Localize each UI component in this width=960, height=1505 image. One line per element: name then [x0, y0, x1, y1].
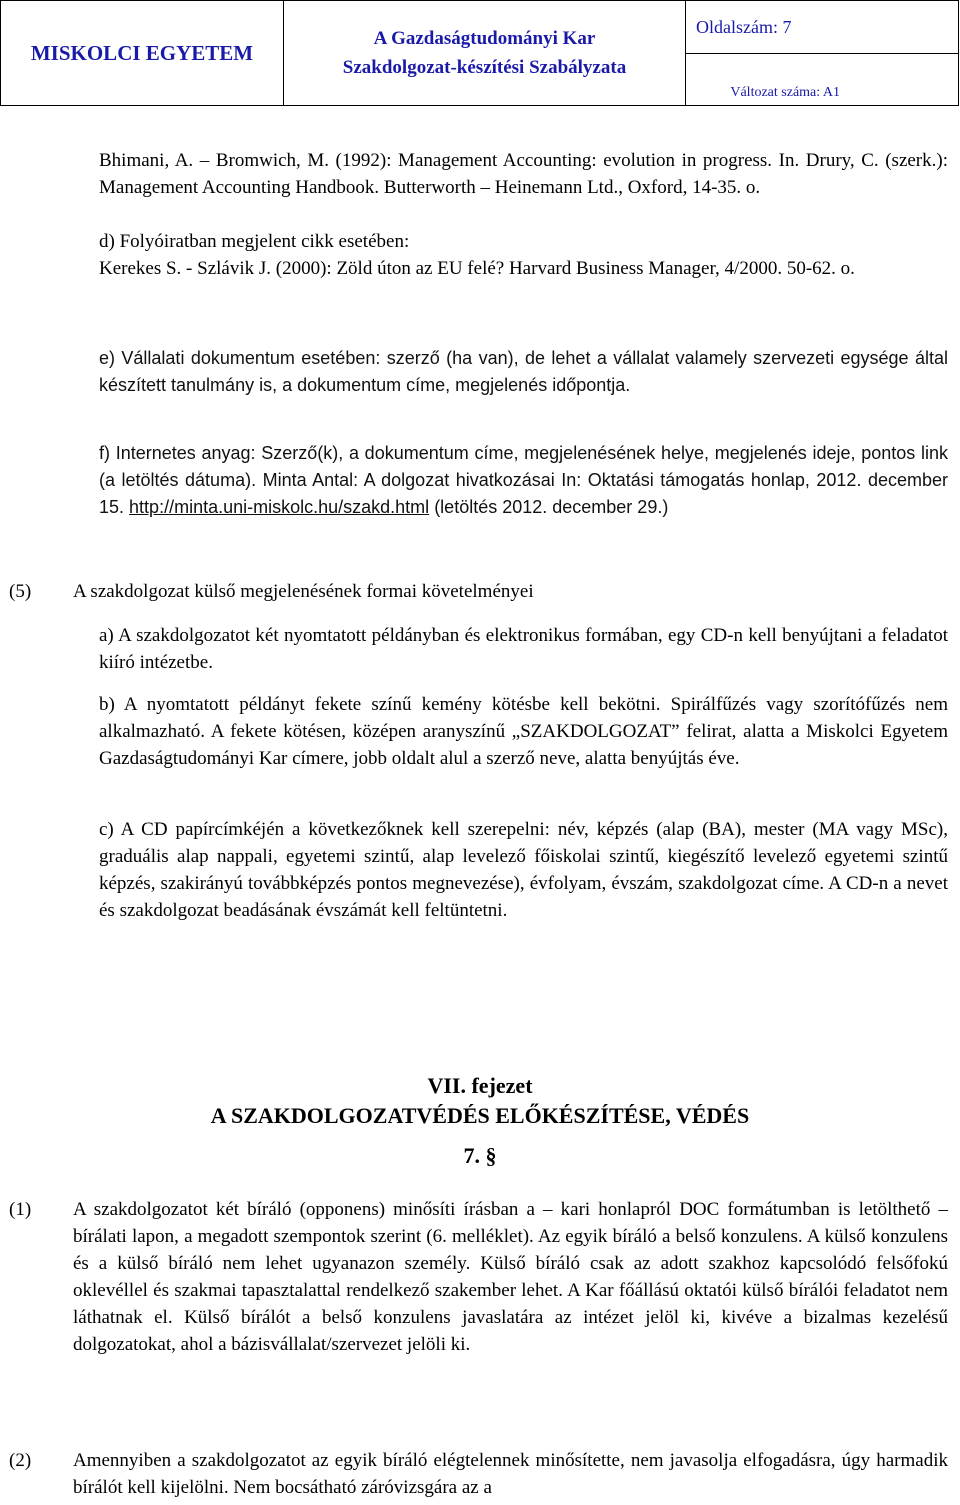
university-name: MISKOLCI EGYETEM [1, 1, 284, 105]
page-number: Oldalszám: 7 [686, 1, 958, 54]
header-meta [686, 1, 958, 105]
section-1-text: A szakdolgozatot két bíráló (opponens) minősíti írásban a – kari honlapról DOC formátumban is letölthető – bírálati lapon, a megadott szempontok szerint (6. melléklet). Az egyik bíráló a belső konzulens. A külső konzulens és a külső bíráló nem lehet ugyanazon személy. Külső bíráló csak az adott szakhoz kapcsolódó felsőfokú oklevéllel és szakmai tapasztalattal rendelkező szakember lehet. A Kar főállású oktatói külső bírálói feladatot nem láthatnak el. Külső bírálót a belső konzulens javaslatára az intézet jelöl ki, kivéve a bizalmas kezelésű dolgozatokat, ahol a bázisvállalat/szervezet jelöli ki. [73, 1199, 948, 1355]
regulation-title: Szakdolgozat-készítési Szabályzata [342, 57, 627, 78]
reference-type-e: e) Vállalati dokumentum esetében: szerző (ha van), de lehet a vállalat valamely szervezeti egysége által készített tanulmány is, a dokumentum címe, megjelenés időpontja. [99, 348, 948, 395]
chapter-label: VII. fejezet [427, 1073, 533, 1098]
reference-kerekes: Kerekes S. - Szlávik J. (2000): Zöld úton az EU felé? Harvard Business Manager, 4/2000. 50-62. o. [99, 258, 855, 279]
example-link[interactable]: http://minta.uni-miskolc.hu/szakd.html [129, 497, 430, 517]
section-5-item-c: c) A CD papírcímkéjén a következőknek kell szerepelni: név, képzés (alap (BA), mester (MA vagy MSc), graduális alap nappali, egyetemi szintű, alap levelező főiskolai szintű, kiegészítő levelező egyetemi szintű képzés, szakirányú továbbképzés pontos megnevezése), évfolyam, évszám, szakdolgozat címe. A CD-n a nevet és szakdolgozat beadásának évszámát kell feltüntetni. [99, 819, 948, 921]
version-number: Változat száma: A1 [730, 85, 840, 100]
section-5-item-a: a) A szakdolgozatot két nyomtatott példányban és elektronikus formában, egy CD-n kell benyújtani a feladatot kiíró intézetbe. [99, 625, 948, 673]
document-header [0, 0, 959, 106]
reference-f-download-date: (letöltés 2012. december 29.) [434, 497, 669, 517]
chapter-title: A SZAKDOLGOZATVÉDÉS ELŐKÉSZÍTÉSE, VÉDÉS [210, 1103, 750, 1128]
reference-bhimani: Bhimani, A. – Bromwich, M. (1992): Management Accounting: evolution in progress. In. Drury, C. (szerk.): Management Accounting Handbook. Butterworth – Heinemann Ltd., Oxford, 14-35. o. [99, 150, 948, 198]
section-1-number: (1) [9, 1199, 32, 1220]
faculty-name: A Gazdaságtudományi Kar [373, 28, 596, 49]
section-5-item-b: b) A nyomtatott példányt fekete színű kemény kötésbe kell bekötni. Spirálfűzés vagy szorítófűzés nem alkalmazható. A fekete kötésen, középen aranyszínű „SZAKDOLGOZAT” felirat, alatta a Miskolci Egyetem Gazdaságtudományi Kar címere, jobb oldalt alul a szerző neve, alatta benyújtás éve. [99, 694, 948, 769]
section-2-number: (2) [9, 1450, 32, 1471]
reference-type-f [99, 440, 948, 521]
paragraph-sign: 7. § [463, 1143, 497, 1168]
header-title-block [284, 1, 686, 105]
reference-type-d: d) Folyóiratban megjelent cikk esetében: [99, 231, 410, 252]
reference-f-text: f) Internetes anyag: Szerző(k), a dokumentum címe, megjelenésének helye, megjelenés ideje, pontos link (a letöltés dátuma). Minta Antal: A dolgozat hivatkozásai In: Oktatási támogatás honlap, 2012. december 15. [99, 443, 948, 517]
section-5-title: A szakdolgozat külső megjelenésének formai követelményei [73, 581, 534, 602]
section-2-text: Amennyiben a szakdolgozatot az egyik bíráló elégtelennek minősítette, nem javasolja elfogadásra, úgy harmadik bírálót kell kijelölni. Nem bocsátható záróvizsgára az a [73, 1450, 948, 1498]
section-5-number: (5) [9, 581, 32, 602]
